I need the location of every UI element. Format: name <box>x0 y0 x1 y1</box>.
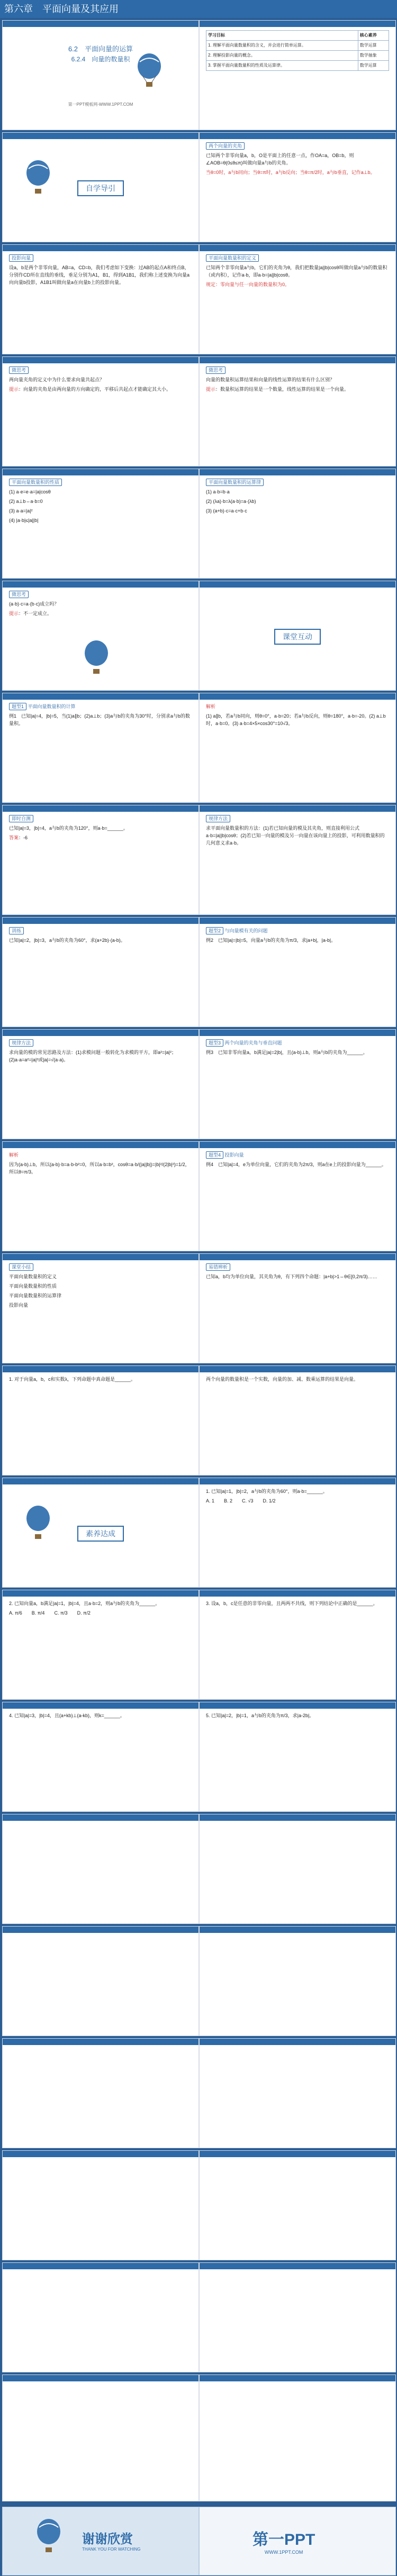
slide-top-bar <box>3 2263 198 2269</box>
slide-type2 <box>199 917 396 1027</box>
slide-think-1: 微思考 两向量夹角的定义中为什么要求向量共起点？ 提示：向量的夹角是由两向量的方向确定的，平移后共起点才能确定其大小。 <box>2 356 199 466</box>
think-text: (a·b)·c=a·(b·c)成立吗？ <box>9 601 59 607</box>
law-item: (1) a·b=b·a <box>206 489 230 494</box>
point-body: 已知两个非零向量a与b，它们的夹角为θ，我们把数量|a||b|cosθ叫做向量a与b的数量积（或内积），记作a·b，即a·b=|a||b|cosθ。 <box>206 265 387 278</box>
ending-thanks-block <box>2 2507 199 2575</box>
note-text: 已知a，b均为单位向量，其夹角为θ，有下列四个命题：|a+b|>1⇔θ∈[0,2π/3)…… <box>206 1274 377 1279</box>
example-text: 例1 已知|a|=4，|b|=5，当(1)a∥b；(2)a⊥b；(3)a与b的夹角为30°时，分别求a与b的数量积。 <box>9 713 190 726</box>
point-title: 平面向量数量积的定义 <box>206 254 259 262</box>
hint-label: 提示 <box>9 611 19 616</box>
cover-site: 第一PPT模板网-WWW.1PPT.COM <box>68 102 133 107</box>
method-text: 求向量的模的常见思路及方法：(1)求模问题一般转化为求模的平方，即a²=|a|²；(2)a·a=a²=|a|²或|a|=√(a·a)。 <box>9 1050 176 1062</box>
slide-type4 <box>199 1141 396 1251</box>
objective-literacy: 数学抽象 <box>358 51 389 61</box>
slide-think-2: 微思考 向量的数量积运算结果和向量的线性运算的结果有什么区别？ 提示：数量积运算的结果是一个数量，线性运算的结果是一个向量。 <box>199 356 396 466</box>
thanks-english: THANK YOU FOR WATCHING <box>82 2547 141 2552</box>
think-label: 微思考 <box>206 366 225 374</box>
property-item: (3) a·a=|a|² <box>9 508 33 514</box>
exercise-text: 2. 已知向量a，b满足|a|=1，|b|=4，且a·b=2，则a与b的夹角为______。 <box>9 1601 160 1606</box>
solution-label: 解析 <box>9 1152 19 1158</box>
slide-exercise-5 <box>199 1702 396 1812</box>
objective-goal: 3. 掌握平面向量数量积的性质及运算律。 <box>206 61 358 71</box>
slide-top-bar <box>3 1927 198 1933</box>
slide-train1 <box>2 917 199 1027</box>
answer-text: -6 <box>23 835 28 840</box>
slide-exercise-2 <box>2 1590 199 1700</box>
slide-top-bar <box>200 581 395 588</box>
slide-top-bar <box>3 133 198 139</box>
hint-text: 数量积运算的结果是一个数量，线性运算的结果是一个向量。 <box>220 387 349 392</box>
summary-item: 投影向量 <box>9 1303 29 1308</box>
property-item: (4) |a·b|≤|a||b| <box>9 518 39 523</box>
slide-top-bar <box>200 133 395 139</box>
exercise-text: 4. 已知|a|=3，|b|=4，且(a+kb)⊥(a-kb)，则k=______。 <box>9 1713 125 1718</box>
slide-top-bar <box>200 1366 395 1372</box>
slide-top-bar <box>200 357 395 363</box>
point-title: 两个向量的夹角 <box>206 142 245 150</box>
property-item: (1) a·e=e·a=|a|cosθ <box>9 489 51 494</box>
cover-section: 6.2 平面向量的运算 <box>68 45 133 53</box>
slide-top-bar <box>3 469 198 475</box>
chapter-title: 第六章 平面向量及其应用 <box>4 4 119 14</box>
law-item: (3) (a+b)·c=a·c+b·c <box>206 508 247 514</box>
type-title: 投影向量 <box>224 1152 244 1158</box>
slide-objectives <box>199 20 396 130</box>
slide-method1 <box>199 805 396 915</box>
slide-exercise-extra <box>2 1926 199 2036</box>
method-label: 规律方法 <box>206 815 230 822</box>
slide-exercise-4 <box>2 1702 199 1812</box>
type-label: 题型3 <box>206 1039 223 1047</box>
slide-top-bar <box>200 245 395 251</box>
slide-top-bar <box>3 581 198 588</box>
method-label: 规律方法 <box>9 1039 33 1047</box>
think-text: 向量的数量积运算结果和向量的线性运算的结果有什么区别？ <box>206 377 335 382</box>
example-text: 例3 已知非零向量a，b满足|a|=2|b|，且(a-b)⊥b，则a与b的夹角为______。 <box>206 1050 368 1055</box>
slide-top-bar <box>200 918 395 924</box>
slide-top-bar <box>200 1478 395 1484</box>
summary-item: 平面向量数量积的性质 <box>9 1284 57 1289</box>
answer-label: 答案 <box>9 835 19 840</box>
type-title: 平面向量数量积的计算 <box>28 704 76 709</box>
train-text: 已知|a|=2，|b|=3，a与b的夹角为60°，求(a+2b)·(a-b)。 <box>9 938 125 943</box>
hint-text: 不一定成立。 <box>23 611 52 616</box>
slide-top-bar <box>3 2151 198 2157</box>
point-title: 平面向量数量积的运算律 <box>206 479 264 486</box>
objective-goal: 2. 理解投影向量的概念。 <box>206 51 358 61</box>
type-label: 题型1 <box>9 703 26 710</box>
objectives-table <box>206 30 389 71</box>
slide-dot-definition <box>199 244 396 354</box>
slide-top-bar <box>200 469 395 475</box>
quiz-label: 即时自测 <box>9 815 33 822</box>
misc-text: 两个向量的数量积是一个实数，向量的加、减、数乘运算的结果是向量。 <box>206 1377 359 1382</box>
method-text: 求平面向量数量积的方法：(1)若已知向量的模及其夹角，则直接利用公式a·b=|a||b|cosθ；(2)若已知一向量的模及另一向量在该向量上的投影，可利用数量积的几何意义求a·b。 <box>206 826 385 846</box>
summary-item: 平面向量数量积的运算律 <box>9 1293 62 1298</box>
hint-label: 提示 <box>206 387 216 392</box>
hint-text: 向量的夹角是由两向量的方向确定的，平移后共起点才能确定其大小。 <box>23 387 172 392</box>
note-label: 易错辨析 <box>206 1263 230 1271</box>
slide-top-bar <box>3 1702 198 1709</box>
slide-top-bar <box>200 1702 395 1709</box>
brand-url: WWW.1PPT.COM <box>264 2550 303 2555</box>
objectives-col-goal: 学习目标 <box>206 31 358 41</box>
exercise-text: 5. 已知|a|=2，|b|=1，a与b的夹角为π/3，求|a-2b|。 <box>206 1713 314 1718</box>
slide-exercise-extra <box>2 2375 199 2501</box>
point-note: 规定：零向量与任一向量的数量积为0。 <box>206 282 290 287</box>
misc-text: 1. 对于向量a，b，c和实数λ，下列命题中真命题是______。 <box>9 1377 136 1382</box>
slide-quiz: 即时自测 已知|a|=3，|b|=4，a与b的夹角为120°，则a·b=______。 答案：-6 <box>2 805 199 915</box>
type-title: 与向量模有关的问题 <box>224 928 268 933</box>
slide-top-bar <box>200 21 395 27</box>
objective-literacy: 数学运算 <box>358 41 389 51</box>
quiz-text: 已知|a|=3，|b|=4，a与b的夹角为120°，则a·b=______。 <box>9 826 128 831</box>
balloon-icon <box>34 2518 63 2555</box>
slide-top-bar <box>3 1030 198 1036</box>
slide-type3 <box>199 1029 396 1139</box>
balloon-icon <box>24 159 52 196</box>
slide-exercise-extra <box>2 2038 199 2148</box>
cover-subsection: 6.2.4 向量的数量积 <box>71 56 130 63</box>
slide-section-literacy <box>2 1478 199 1588</box>
example-text: 例2 已知|a|=|b|=5，向量a与b的夹角为π/3，求|a+b|，|a-b|。 <box>206 938 336 943</box>
section-guide-title: 自学导引 <box>77 180 124 196</box>
slide-top-bar <box>200 2151 395 2157</box>
slide-top-bar <box>200 1927 395 1933</box>
thanks-text: 谢谢欣赏 <box>82 2532 133 2546</box>
slide-solution3 <box>2 1141 199 1251</box>
train-label: 训练 <box>9 927 24 934</box>
slide-angle <box>199 132 396 242</box>
slide-solution1 <box>199 693 396 803</box>
slide-error-note <box>199 1253 396 1363</box>
slide-summary <box>2 1253 199 1363</box>
slide-laws <box>199 469 396 579</box>
slide-projection <box>2 244 199 354</box>
slide-top-bar <box>3 21 198 27</box>
balloon-icon <box>82 639 111 676</box>
slide-top-bar <box>200 693 395 700</box>
slide-top-bar <box>200 2039 395 2045</box>
slide-top-bar <box>200 1814 395 1821</box>
slide-top-bar <box>200 1590 395 1597</box>
solution-text: (1) a∥b，若a与b同向，则θ=0°，a·b=20；若a与b反向，则θ=180°，a·b=-20。(2) a⊥b时，a·b=0。(3) a·b=4×5×cos30°=10√3。 <box>206 713 386 726</box>
slide-top-bar <box>200 1142 395 1148</box>
slide-top-bar <box>3 245 198 251</box>
slide-top-bar <box>200 2375 395 2381</box>
exercise-options: A. π/6 B. π/4 C. π/3 D. π/2 <box>9 1610 91 1616</box>
slide-top-bar <box>3 918 198 924</box>
slide-top-bar <box>3 1478 198 1484</box>
brand-logo: 第一PPT <box>252 2531 315 2549</box>
balloon-icon <box>24 1505 52 1542</box>
type-label: 题型2 <box>206 927 223 934</box>
hint-label: 提示 <box>9 387 19 392</box>
slide-method2 <box>2 1029 199 1139</box>
exercise-text: 3. 设a，b，c是任意的非零向量，且两两不共线，则下列结论中正确的是______。 <box>206 1601 378 1606</box>
objective-goal: 1. 理解平面向量数量积的含义，并会进行简单运算。 <box>206 41 358 51</box>
section-literacy-title: 素养达成 <box>77 1526 124 1542</box>
slide-top-bar <box>3 1254 198 1260</box>
think-label: 微思考 <box>9 366 29 374</box>
slide-top-bar <box>3 693 198 700</box>
slide-top-bar <box>200 1030 395 1036</box>
slide-exercise-1 <box>199 1478 396 1588</box>
solution-text: 因为(a-b)⊥b，所以(a-b)·b=a·b-b²=0，所以a·b=b²，cosθ=a·b/(|a||b|)=|b|²/(2|b|²)=1/2，所以θ=π/3。 <box>9 1162 190 1175</box>
exercise-options: A. 1 B. 2 C. √3 D. 1/2 <box>206 1498 276 1504</box>
slide-top-bar <box>3 357 198 363</box>
summary-item: 平面向量数量积的定义 <box>9 1274 57 1279</box>
type-title: 两个向量的夹角与垂直问题 <box>224 1040 282 1046</box>
slide-exercise-extra <box>2 2150 199 2260</box>
think-text: 两向量夹角的定义中为什么要求向量共起点？ <box>9 377 105 382</box>
slide-misc-1 <box>2 1365 199 1475</box>
objective-literacy: 数学运算 <box>358 61 389 71</box>
slide-top-bar <box>200 2263 395 2269</box>
point-body: 设a，b是两个非零向量，AB=a，CD=b，我们考虑如下变换：过AB的起点A和终点B，分别作CD所在直线的垂线，垂足分别为A1，B1，得到A1B1，我们称上述变换为向量a向向量b投影，A1B1叫做向量a在向量b上的投影向量。 <box>9 265 190 285</box>
slide-exercise-extra <box>199 2150 396 2260</box>
point-title: 投影向量 <box>9 254 33 262</box>
ending-brand-block <box>199 2507 396 2575</box>
type-label: 题型4 <box>206 1151 223 1159</box>
point-cases: 当θ=0时，a与b同向；当θ=π时，a与b反向；当θ=π/2时，a与b垂直，记作a⊥b。 <box>206 170 375 175</box>
slide-exercise-extra <box>199 2262 396 2372</box>
slide-type1 <box>2 693 199 803</box>
chapter-header <box>0 0 397 18</box>
slide-section-classroom <box>199 581 396 691</box>
slide-top-bar <box>200 1254 395 1260</box>
slide-top-bar <box>3 1142 198 1148</box>
balloon-icon <box>135 52 164 89</box>
slide-exercise-extra <box>199 2038 396 2148</box>
summary-label: 课堂小结 <box>9 1263 33 1271</box>
slide-misc-2 <box>199 1365 396 1475</box>
exercise-text: 1. 已知|a|=1，|b|=2，a与b的夹角为60°，则a·b=______。 <box>206 1489 328 1494</box>
slide-top-bar <box>3 1814 198 1821</box>
slide-properties <box>2 469 199 579</box>
solution-label: 解析 <box>206 704 216 709</box>
slide-exercise-3 <box>199 1590 396 1700</box>
slide-exercise-extra <box>199 1814 396 1924</box>
example-text: 例4 已知|a|=4，e为单位向量，它们的夹角为2π/3，则a在e上的投影向量为______。 <box>206 1162 386 1167</box>
slide-top-bar <box>3 1366 198 1372</box>
slide-top-bar <box>3 805 198 812</box>
slide-exercise-extra <box>199 2375 396 2501</box>
property-item: (2) a⊥b⇔a·b=0 <box>9 499 43 504</box>
slide-cover <box>2 20 199 130</box>
slide-top-bar <box>3 2039 198 2045</box>
slide-exercise-extra <box>199 1926 396 2036</box>
section-classroom-title: 课堂互动 <box>274 629 321 645</box>
think-label: 微思考 <box>9 591 29 598</box>
slide-exercise-extra <box>2 2262 199 2372</box>
point-body: 已知两个非零向量a，b，O是平面上的任意一点，作OA=a，OB=b，则∠AOB=θ(0≤θ≤π)叫做向量a与b的夹角。 <box>206 153 354 166</box>
slide-top-bar <box>3 1590 198 1597</box>
slide-think-3: 微思考 (a·b)·c=a·(b·c)成立吗？ 提示：不一定成立。 <box>2 581 199 691</box>
slide-top-bar <box>3 2375 198 2381</box>
slide-top-bar <box>200 805 395 812</box>
slide-section-guide <box>2 132 199 242</box>
objectives-col-literacy: 核心素养 <box>358 31 389 41</box>
point-title: 平面向量数量积的性质 <box>9 479 62 486</box>
law-item: (2) (λa)·b=λ(a·b)=a·(λb) <box>206 499 256 504</box>
slide-exercise-extra <box>2 1814 199 1924</box>
